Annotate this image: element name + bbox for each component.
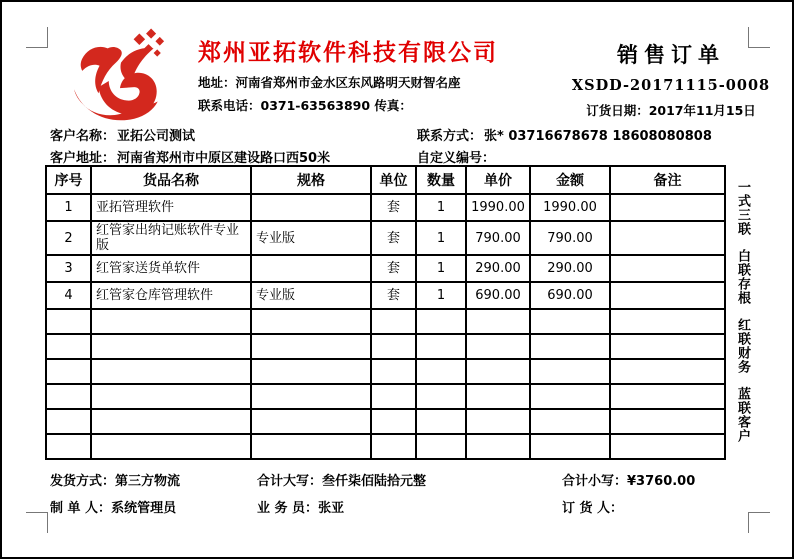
copy-info-group: 蓝联客户 [735,387,750,443]
amount-in-figures-row [562,470,695,489]
table-cell: 1 [416,221,466,255]
amount-in-words-value: 叁仟柒佰陆拾元整 [322,474,427,489]
empty-table-row [46,359,725,384]
table-cell [610,384,725,409]
table-cell: 3 [46,255,91,282]
table-cell [610,194,725,221]
amount-in-figures-value: ¥3760.00 [627,474,696,489]
empty-table-row [46,309,725,334]
document-maker-row [50,497,176,516]
table-cell [251,434,371,459]
shipping-method-value: 第三方物流 [115,474,181,489]
table-cell [251,255,371,282]
table-cell [46,334,91,359]
table-cell [416,384,466,409]
table-cell [530,359,610,384]
table-cell [530,334,610,359]
table-cell: 690.00 [530,282,610,309]
table-cell: 1 [416,255,466,282]
copy-info-strip [733,180,752,443]
order-table [45,165,726,460]
table-cell [91,384,251,409]
table-cell: 4 [46,282,91,309]
customer-contact-row [417,125,712,144]
copy-info-group: 白联存根 [735,249,750,305]
table-cell: 红管家仓库管理软件 [91,282,251,309]
orderer-label: 订 货 人： [562,501,624,516]
table-cell: 专业版 [251,221,371,255]
table-cell [251,194,371,221]
copy-info-group: 一式三联 [735,180,750,236]
table-cell [610,309,725,334]
table-cell: 1 [416,194,466,221]
table-cell [251,334,371,359]
custom-number-label: 自定义编号： [417,151,496,166]
table-cell: 790.00 [466,221,530,255]
table-cell [466,434,530,459]
table-cell: 套 [371,255,416,282]
table-cell [91,434,251,459]
table-cell [530,409,610,434]
salesman-row [257,497,344,516]
table-cell: 亚拓管理软件 [91,194,251,221]
column-header: 单位 [371,166,416,194]
customer-name-row [50,125,195,144]
table-cell: 专业版 [251,282,371,309]
table-cell [530,384,610,409]
table-cell [466,309,530,334]
table-cell [610,334,725,359]
table-cell: 290.00 [466,255,530,282]
empty-table-row [46,434,725,459]
table-cell: 1 [416,282,466,309]
table-cell [371,409,416,434]
table-cell [46,384,91,409]
table-cell [416,309,466,334]
crop-mark-top-left [26,27,48,48]
table-cell: 红管家出纳记账软件专业版 [91,221,251,255]
table-cell [46,434,91,459]
table-cell: 1990.00 [530,194,610,221]
company-phone: 联系电话：0371-63563890 传真： [198,98,412,113]
table-cell [371,434,416,459]
empty-table-row [46,334,725,359]
crop-mark-bottom-left [26,512,48,533]
order-date: 订货日期：2017年11月15日 [586,103,756,118]
company-block [198,38,568,114]
customer-contact-value: 张* 03716678678 18608080808 [484,129,712,144]
empty-table-row [46,384,725,409]
table-cell: 690.00 [466,282,530,309]
table-cell [610,359,725,384]
table-cell [251,409,371,434]
table-cell [371,334,416,359]
column-header: 金额 [530,166,610,194]
column-header: 单价 [466,166,530,194]
customer-name-value: 亚拓公司测试 [117,129,196,144]
customer-name-label: 客户名称： [50,129,116,144]
column-header: 数量 [416,166,466,194]
table-cell [251,359,371,384]
table-cell [416,434,466,459]
table-cell [91,359,251,384]
table-cell [610,434,725,459]
amount-in-figures-label: 合计小写： [562,474,628,489]
empty-table-row [46,409,725,434]
document-meta [564,42,778,119]
table-cell [251,384,371,409]
column-header: 序号 [46,166,91,194]
table-cell [371,384,416,409]
amount-in-words-label: 合计大写： [257,474,323,489]
crop-mark-bottom-right [748,512,770,533]
table-cell [371,359,416,384]
table-row [46,221,725,255]
table-cell: 2 [46,221,91,255]
document-title: 销售订单 [617,43,725,67]
table-cell: 1990.00 [466,194,530,221]
customer-address-value: 河南省郑州市中原区建设路口西50米 [117,151,331,166]
table-cell [530,309,610,334]
red-dove-swoosh-logo-icon [58,28,184,130]
table-cell [46,409,91,434]
table-cell [466,384,530,409]
company-name: 郑州亚拓软件科技有限公司 [198,40,498,66]
table-cell: 套 [371,221,416,255]
order-table-head [46,166,725,194]
table-cell [46,309,91,334]
order-number: XSDD-20171115-0008 [571,77,771,94]
column-header: 货品名称 [91,166,251,194]
table-cell: 290.00 [530,255,610,282]
customer-address-label: 客户地址： [50,151,116,166]
table-cell [416,409,466,434]
table-cell [46,359,91,384]
custom-number-row [417,147,497,166]
table-cell: 红管家送货单软件 [91,255,251,282]
table-cell [91,334,251,359]
table-cell: 套 [371,194,416,221]
table-cell [466,359,530,384]
orderer-row [562,497,623,516]
table-cell [251,309,371,334]
salesman-value: 张亚 [318,501,345,516]
table-cell [91,309,251,334]
header-row [46,166,725,194]
table-cell [530,434,610,459]
table-cell [416,334,466,359]
document-maker-value: 系统管理员 [111,501,177,516]
shipping-method-label: 发货方式： [50,474,116,489]
table-cell: 1 [46,194,91,221]
amount-in-words-row [257,470,426,489]
company-address: 地址：河南省郑州市金水区东风路明天财智名座 [198,75,461,90]
order-table-body [46,194,725,459]
table-cell [466,334,530,359]
table-row [46,282,725,309]
table-cell [466,409,530,434]
table-cell [371,309,416,334]
table-row [46,194,725,221]
shipping-method-row [50,470,180,489]
customer-address-row [50,147,330,166]
table-cell [610,221,725,255]
column-header: 规格 [251,166,371,194]
table-cell [610,409,725,434]
customer-contact-label: 联系方式： [417,129,483,144]
table-cell [416,359,466,384]
table-cell: 790.00 [530,221,610,255]
column-header: 备注 [610,166,725,194]
table-cell [610,282,725,309]
company-logo [58,28,184,130]
table-cell [610,255,725,282]
table-row [46,255,725,282]
salesman-label: 业 务 员： [257,501,319,516]
table-cell: 套 [371,282,416,309]
table-cell [91,409,251,434]
copy-info-group: 红联财务 [735,318,750,374]
document-maker-label: 制 单 人： [50,501,112,516]
